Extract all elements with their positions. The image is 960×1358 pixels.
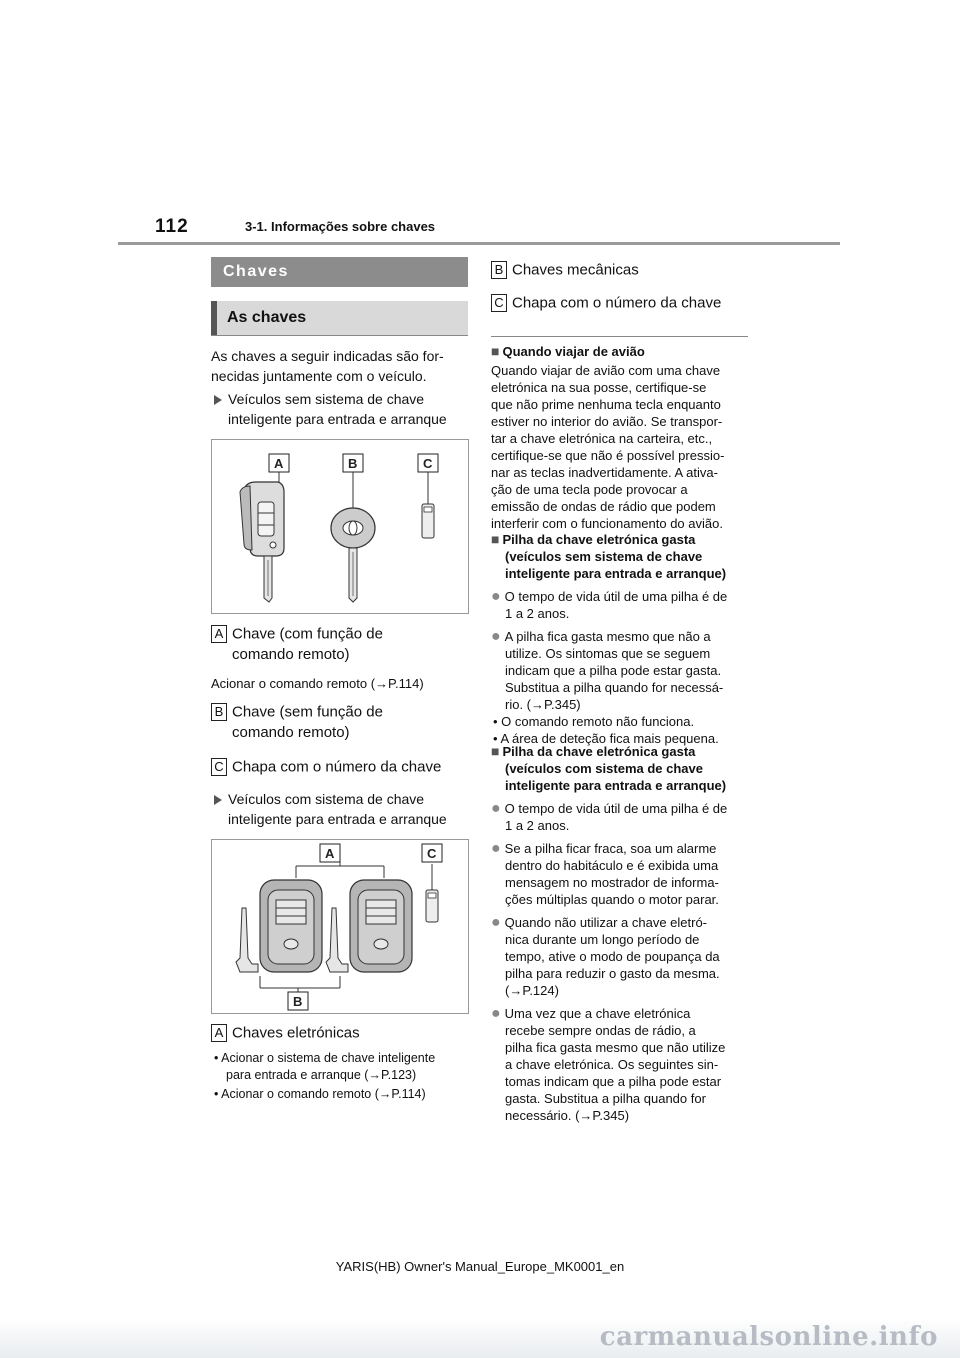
bullet-line: O tempo de vida útil de uma pilha é de (504, 801, 728, 816)
header-rule (118, 242, 840, 245)
airplane-line: eletrónica na sua posse, certifique-se (491, 380, 707, 395)
item-b-line1: Chave (sem função de (232, 703, 383, 721)
remote-key-icon (240, 464, 284, 602)
circle-bullet-icon: ● (491, 914, 501, 931)
bullet-line: Substitua a pilha quando for necessá- (505, 680, 724, 695)
item-a-line1: Chave (com função de (232, 625, 383, 643)
item-b-line2: comando remoto) (232, 724, 350, 742)
bullet-line: ções múltiplas quando o motor parar. (505, 892, 719, 907)
item-a-remote-key (211, 625, 471, 663)
footer-manual-id: YARIS(HB) Owner's Manual_Europe_MK0001_en (335, 1259, 625, 1274)
circle-bullet-icon: ● (491, 800, 501, 817)
item-a2-note1-line1: • Acionar o sistema de chave inteligente (214, 1051, 436, 1065)
smart-keys-illustration (212, 840, 468, 1013)
bullet-line: A pilha fica gasta mesmo que não a (504, 629, 711, 644)
section-battery-with-smart (491, 743, 761, 1124)
bullet-line: gasta. Substitua a pilha quando for (505, 1091, 706, 1106)
bullet-line: recebe sempre ondas de rádio, a (505, 1023, 696, 1038)
figure-smart-keys (211, 839, 469, 1014)
figure1-label-c-text: C (423, 456, 433, 471)
circle-bullet-icon: ● (491, 1005, 501, 1022)
bullet-line: nica durante um longo período de (505, 932, 700, 947)
bullet-line: necessário. (→P.345) (505, 1108, 630, 1123)
keys-illustration (212, 440, 468, 613)
key-number-plate-icon (422, 464, 434, 538)
square-bullet-icon: ■ (491, 743, 500, 759)
circle-bullet-icon: ● (491, 628, 501, 645)
bullet-line: 1 a 2 anos. (505, 606, 570, 621)
label-a-box: A (211, 1024, 227, 1042)
circle-bullet-icon: ● (491, 588, 501, 605)
section-title-box: As chaves (211, 301, 468, 335)
right-item-b-text: Chaves mecânicas (512, 261, 639, 279)
figure1-label-a-text: A (274, 456, 284, 471)
bullet-line: mensagem no mostrador de informa- (505, 875, 719, 890)
item-a2-notes (214, 1050, 476, 1103)
bullet-with-smart-key (214, 789, 474, 829)
mechanical-key-icon (331, 464, 375, 602)
square-bullet-icon: ■ (491, 531, 500, 547)
bullet-line: (→P.124) (505, 983, 559, 998)
bullet-line: pilha fica gasta mesmo que não utilize (505, 1040, 726, 1055)
label-c-box: C (491, 294, 507, 312)
battery-heading-line: inteligente para entrada e arranque) (505, 566, 727, 581)
triangle-bullet-icon (214, 395, 222, 405)
figure-keys-without-smart (211, 439, 469, 614)
battery-heading-line: (veículos sem sistema de chave (505, 549, 703, 564)
page-number: 112 (155, 216, 189, 237)
section-battery-no-smart (491, 531, 761, 747)
item-c-plate (211, 758, 471, 776)
bullet-line: 1 a 2 anos. (505, 818, 570, 833)
label-b-box: B (211, 703, 227, 721)
intro-text: As chaves a seguir indicadas são for-necidas juntamente com o veículo. (211, 348, 444, 384)
figure1-label-b-text: B (348, 456, 358, 471)
battery-heading-line: Pilha da chave eletrónica gasta (502, 532, 696, 547)
item-a2-note2: • Acionar o comando remoto (→P.114) (214, 1087, 426, 1101)
bullet1-line1: Veículos sem sistema de chave (228, 391, 425, 407)
airplane-line: estiver no interior do avião. Se transpor- (491, 414, 723, 429)
triangle-bullet-icon (214, 795, 222, 805)
section-airplane (491, 343, 761, 532)
dash-line: • O comando remoto não funciona. (493, 714, 695, 729)
item-a-smart-keys (211, 1024, 471, 1042)
label-a-box: A (211, 625, 227, 643)
airplane-line: emissão de ondas de rádio que podem (491, 499, 716, 514)
bullet-line: Uma vez que a chave eletrónica (504, 1006, 691, 1021)
airplane-line: ção de uma tecla pode provocar a (491, 482, 688, 497)
battery-heading-line: inteligente para entrada e arranque) (505, 778, 727, 793)
dash-line: • A área de deteção fica mais pequena. (493, 731, 719, 746)
battery-heading-line: Pilha da chave eletrónica gasta (502, 744, 696, 759)
item-a2-text: Chaves eletrónicas (232, 1024, 360, 1042)
bullet-line: utilize. Os sintomas que se seguem (505, 646, 711, 661)
bullet2-line2: inteligente para entrada e arranque (228, 811, 447, 827)
bullet2-line1: Veículos com sistema de chave (228, 791, 425, 807)
key-number-plate-icon (426, 864, 438, 922)
label-b-box: B (491, 261, 507, 279)
square-bullet-icon: ■ (491, 343, 500, 359)
bullet-without-smart-key (214, 389, 474, 429)
bullet1-line2: inteligente para entrada e arranque (228, 411, 447, 427)
item-c-text: Chapa com o número da chave (232, 758, 442, 776)
smart-key-icon-2 (326, 880, 412, 972)
item-c-number-plate (491, 294, 721, 312)
airplane-line: certifique-se que não é possível pressio- (491, 448, 725, 463)
section-title-underline (211, 335, 468, 336)
right-column-rule (491, 336, 748, 337)
airplane-line: interferir com o funcionamento do avião. (491, 516, 723, 531)
item-b-mechanical-key (211, 703, 471, 741)
watermark-text: carmanualsonline.info (599, 1322, 938, 1352)
figure2-label-b-text: B (293, 994, 303, 1009)
chapter-title-box: Chaves (211, 257, 468, 287)
airplane-line: nar as teclas inadvertidamente. A ativa- (491, 465, 718, 480)
airplane-line: tar a chave eletrónica na carteira, etc., (491, 431, 713, 446)
section-header: 3-1. Informações sobre chaves (245, 219, 436, 234)
item-a-note: Acionar o comando remoto (→P.114) (211, 676, 424, 691)
figure2-label-c-text: C (427, 846, 437, 861)
bullet-line: rio. (→P.345) (505, 697, 581, 712)
circle-bullet-icon: ● (491, 840, 501, 857)
item-a-line2: comando remoto) (232, 646, 350, 664)
battery-heading-line: (veículos com sistema de chave (505, 761, 703, 776)
bullet-line: dentro do habitáculo e é exibida uma (505, 858, 719, 873)
bullet-line: tempo, ative o modo de poupança da (505, 949, 720, 964)
smart-key-icon-1 (236, 880, 322, 972)
figure2-label-a-text: A (325, 846, 335, 861)
right-item-c-text: Chapa com o número da chave (512, 294, 722, 312)
bullet-line: pilha para reduzir o gasto da mesma. (505, 966, 720, 981)
bullet-line: a chave eletrónica. Os seguintes sin- (505, 1057, 719, 1072)
airplane-line: que não prime nenhuma tecla enquanto (491, 397, 721, 412)
bullet-line: Se a pilha ficar fraca, soa um alarme (504, 841, 717, 856)
bullet-line: O tempo de vida útil de uma pilha é de (504, 589, 728, 604)
bullet-line: indicam que a pilha pode estar gasta. (505, 663, 722, 678)
airplane-heading: Quando viajar de avião (502, 344, 645, 359)
intro-paragraph (211, 346, 473, 386)
item-a2-note1-line2: para entrada e arranque (→P.123) (226, 1067, 417, 1082)
label-c-box: C (211, 758, 227, 776)
bullet-line: Quando não utilizar a chave eletró- (504, 915, 708, 930)
bullet-line: tomas indicam que a pilha pode estar (505, 1074, 722, 1089)
airplane-line: Quando viajar de avião com uma chave (491, 363, 721, 378)
item-b-mechanical-keys (491, 261, 639, 279)
